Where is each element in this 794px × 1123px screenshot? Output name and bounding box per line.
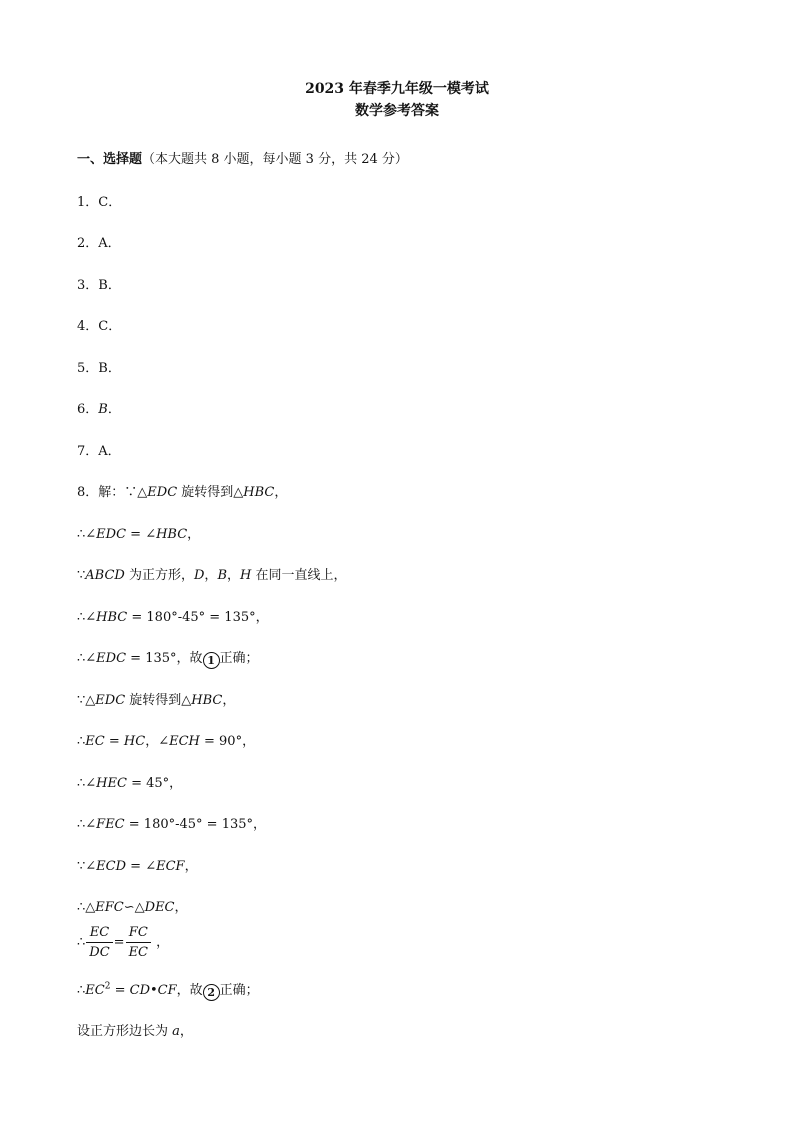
text: ∴∠ (77, 651, 97, 666)
q8-line-7 (77, 730, 255, 749)
text: ， (179, 1024, 193, 1039)
text: • (150, 983, 158, 998)
text: ， (152, 935, 170, 950)
text: ， (174, 900, 188, 915)
math-var: ECH (169, 734, 200, 749)
text: ∴∠ (77, 776, 97, 791)
text: ， (274, 485, 288, 500)
text: ，∠ (145, 734, 170, 749)
text: ∴ (77, 983, 86, 998)
document-subtitle: 数学参考答案 (355, 103, 439, 119)
text: ∵ (77, 568, 86, 583)
text: = 135°，故 (126, 651, 203, 666)
fraction (126, 925, 151, 960)
section-title: 一、选择题 (77, 152, 143, 167)
q8-line-12 (77, 925, 169, 960)
answer-6-suffix: ． (107, 402, 121, 417)
text: ， (222, 693, 236, 708)
text: ∽△ (123, 900, 145, 915)
text: ， (184, 859, 198, 874)
q8-line-5 (77, 647, 259, 669)
math-var: EFC (95, 900, 124, 915)
answer-2: 2．A． (77, 236, 121, 251)
text: ， (204, 568, 218, 583)
text: ，故 (176, 983, 203, 998)
text: 8．解：∵△ (77, 485, 148, 500)
fraction-denominator: DC (89, 945, 110, 960)
q8-line-11 (77, 896, 188, 915)
text: = (104, 734, 124, 749)
q8-line-13 (77, 979, 259, 1001)
text: 为正方形， (124, 568, 194, 583)
math-var: CF (157, 983, 177, 998)
q8-line-3 (77, 564, 347, 583)
fraction (86, 925, 112, 960)
q8-line-10 (77, 855, 198, 874)
math-var: HBC (243, 485, 275, 500)
text: 正确； (219, 651, 259, 666)
document-title: 2023 年春季九年级一模考试 (305, 81, 489, 97)
math-var: EDC (147, 485, 178, 500)
text: ∴∠ (77, 817, 97, 832)
text: ， (227, 568, 241, 583)
text: = 90°， (199, 734, 256, 749)
text: = 180°-45° = 135°， (127, 610, 269, 625)
math-var: EDC (96, 527, 127, 542)
math-var: ABCD (85, 568, 125, 583)
text: ∴ (77, 935, 86, 950)
q8-line-2 (77, 523, 200, 542)
text: ∴∠ (77, 527, 97, 542)
q8-line-9 (77, 813, 266, 832)
math-var: FEC (96, 817, 125, 832)
text: 设正方形边长为 (77, 1024, 173, 1039)
math-var: HBC (191, 693, 223, 708)
q8-line-4 (77, 606, 269, 625)
circled-number-icon: 2 (203, 984, 220, 1001)
math-var: EDC (96, 651, 127, 666)
superscript: 2 (104, 981, 111, 992)
answer-7: 7．A． (77, 444, 121, 459)
text: = ∠ (126, 527, 157, 542)
equals-sign: = (113, 935, 125, 950)
circled-number-icon: 1 (203, 652, 220, 669)
answer-1: 1．C． (77, 195, 122, 210)
math-var: EDC (95, 693, 126, 708)
answer-5: 5．B． (77, 361, 121, 376)
text: 旋转得到△ (125, 693, 192, 708)
answer-4: 4．C． (77, 319, 122, 334)
answer-6 (77, 398, 121, 417)
math-var: D (193, 568, 205, 583)
q8-line-14 (77, 1020, 193, 1039)
math-var: HEC (96, 776, 127, 791)
text: ∴ (77, 734, 86, 749)
math-var: DEC (144, 900, 175, 915)
text: ∴∠ (77, 610, 97, 625)
text: ∴△ (77, 900, 96, 915)
section-note: （本大题共 8 小题，每小题 3 分，共 24 分） (142, 152, 408, 167)
math-var: HC (123, 734, 146, 749)
text: 旋转得到△ (177, 485, 244, 500)
math-var: ECF (156, 859, 185, 874)
fraction-numerator: FC (126, 925, 151, 943)
answer-6-number: 6． (77, 402, 99, 417)
fraction-denominator: EC (128, 945, 148, 960)
q8-line-8 (77, 772, 182, 791)
text: = 45°， (126, 776, 183, 791)
text: = (110, 983, 130, 998)
text: 在同一直线上， (251, 568, 347, 583)
answer-6-letter: B (98, 402, 108, 417)
q8-line-6 (77, 689, 235, 708)
math-var: EC (85, 983, 105, 998)
math-var: a (172, 1024, 180, 1039)
text: = ∠ (126, 859, 157, 874)
text: 正确； (219, 983, 259, 998)
math-var: CD (129, 983, 150, 998)
q8-line-1 (77, 481, 287, 500)
text: ∵∠ (77, 859, 97, 874)
math-var: HBC (96, 610, 128, 625)
fraction-numerator: EC (86, 925, 112, 943)
text: ∵△ (77, 693, 96, 708)
text: = 180°-45° = 135°， (124, 817, 267, 832)
math-var: EC (85, 734, 105, 749)
text: ， (187, 527, 201, 542)
math-var: HBC (156, 527, 188, 542)
math-var: ECD (96, 859, 127, 874)
math-var: H (240, 568, 252, 583)
math-var: B (217, 568, 227, 583)
answer-3: 3．B． (77, 278, 121, 293)
section-heading (77, 148, 408, 167)
